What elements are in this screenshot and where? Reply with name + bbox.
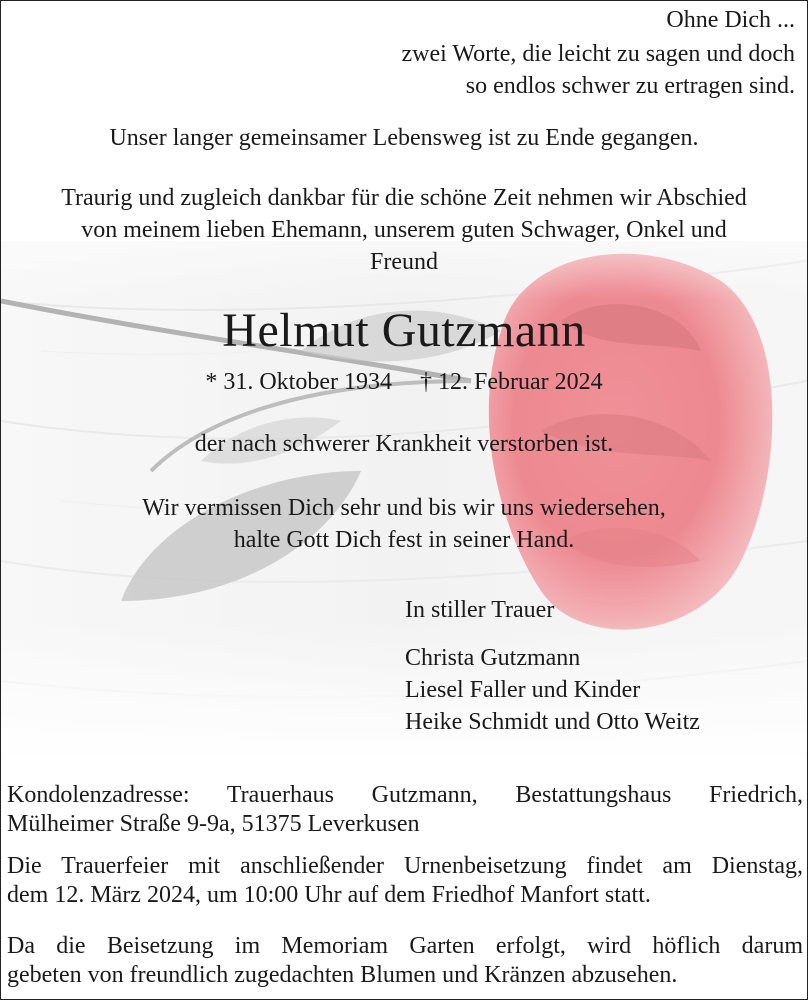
mourning-phrase: In stiller Trauer <box>405 597 555 623</box>
opening-quote-line-2: zwei Worte, die leicht zu sagen und doch <box>401 41 795 67</box>
verse-line-2: halte Gott Dich fest in seiner Hand. <box>233 527 575 553</box>
birth-date: * 31. Oktober 1934 <box>205 369 392 395</box>
death-date: † 12. Februar 2024 <box>420 369 603 395</box>
opening-quote-line-1: Ohne Dich ... <box>666 7 795 33</box>
mourner-3: Heike Schmidt und Otto Weitz <box>405 709 700 735</box>
life-dates <box>1 367 807 398</box>
farewell-line-1: Traurig und zugleich dankbar für die schöne Zeit nehmen wir Abschied <box>61 185 747 211</box>
flowers-note-line-2: gebeten von freundlich zugedachten Blumen und Kränzen abzusehen. <box>7 962 678 988</box>
condolence-address-line-2: Mülheimer Straße 9-9a, 51375 Leverkusen <box>7 811 420 837</box>
verse-line-1: Wir vermissen Dich sehr und bis wir uns wiedersehen, <box>142 495 666 521</box>
cause-text: der nach schwerer Krankheit verstorben ist. <box>194 431 614 457</box>
intro-text: Unser langer gemeinsamer Lebensweg ist zu Ende gegangen. <box>109 125 699 151</box>
mourner-2: Liesel Faller und Kinder <box>405 677 641 703</box>
mourner-1: Christa Gutzmann <box>405 645 581 671</box>
ceremony-line-2: dem 12. März 2024, um 10:00 Uhr auf dem Friedhof Manfort statt. <box>7 882 651 908</box>
deceased-name: Helmut Gutzmann <box>222 304 586 357</box>
flowers-note-line-1: Da die Beisetzung im Memoriam Garten erfolgt, wird höflich darum <box>7 933 803 959</box>
farewell-line-3: Freund <box>370 249 438 275</box>
ceremony-line-1: Die Trauerfeier mit anschließender Urnenbeisetzung findet am Dienstag, <box>7 853 803 879</box>
condolence-address-line-1: Kondolenzadresse: Trauerhaus Gutzmann, Bestattungshaus Friedrich, <box>7 782 803 808</box>
farewell-line-2: von meinem lieben Ehemann, unserem guten Schwager, Onkel und <box>81 217 727 243</box>
opening-quote-line-3: so endlos schwer zu ertragen sind. <box>465 73 795 99</box>
